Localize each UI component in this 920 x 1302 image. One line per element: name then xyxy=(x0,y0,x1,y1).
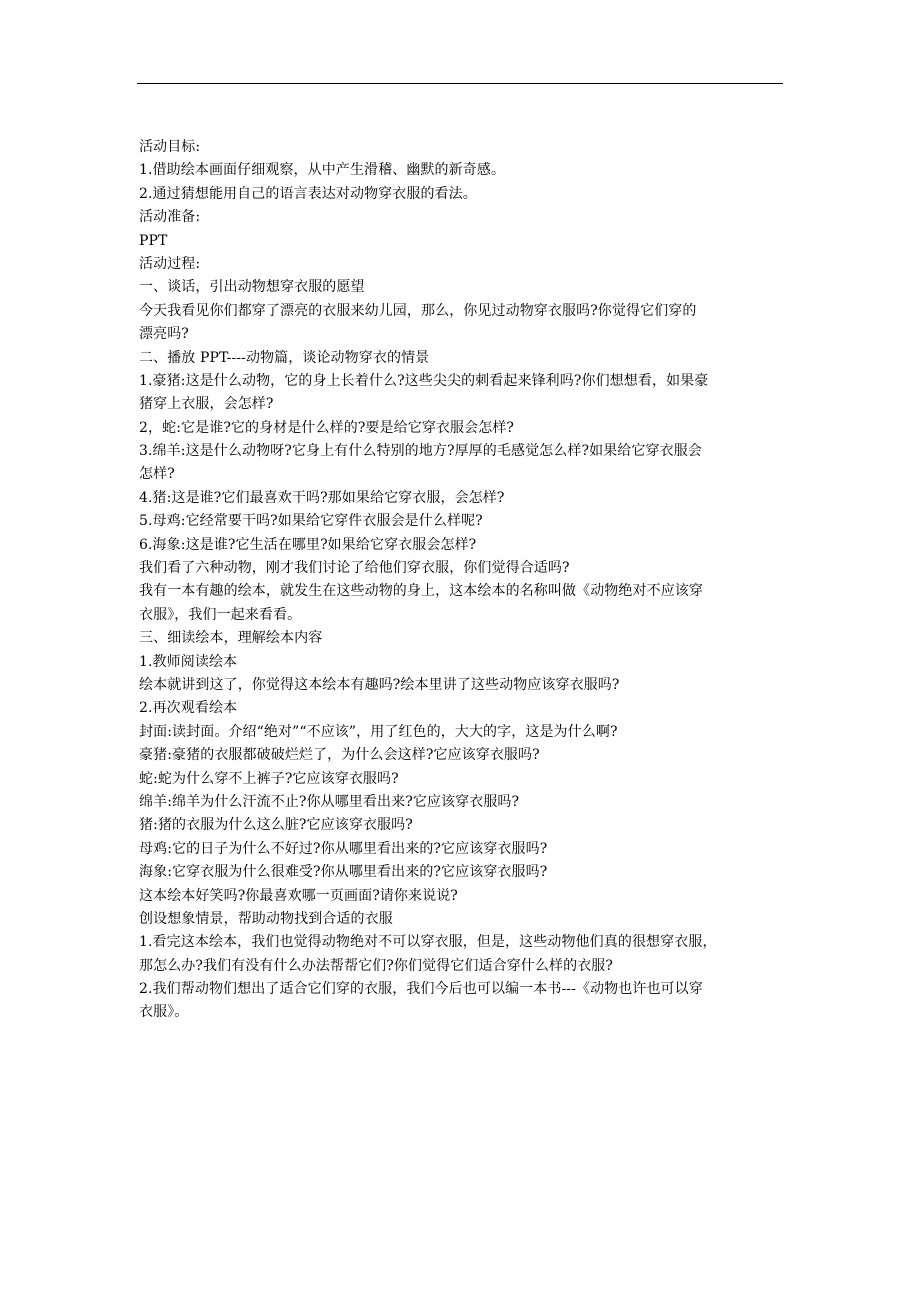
text-line: 衣服》。 xyxy=(139,1004,189,1021)
document-body xyxy=(139,136,787,1025)
text-line: 5.母鸡:它经常要干吗?如果给它穿件衣服会是什么样呢? xyxy=(139,513,483,530)
header-rule xyxy=(137,83,783,84)
text-line: 我有一本有趣的绘本，就发生在这些动物的身上，这本绘本的名称叫做《动物绝对不应该穿 xyxy=(139,583,703,600)
text-line: 母鸡:它的日子为什么不好过?你从哪里看出来的?它应该穿衣服吗? xyxy=(139,840,548,857)
text-line: 二、播放 PPT----动物篇，谈论动物穿衣的情景 xyxy=(139,349,430,366)
text-line: 1.豪猪:这是什么动物，它的身上长着什么?这些尖尖的刺看起来锋利吗?你们想想看，如果豪 xyxy=(139,372,709,389)
text-line: 2，蛇:它是谁?它的身材是什么样的?要是给它穿衣服会怎样? xyxy=(139,419,515,436)
text-line: 豪猪:豪猪的衣服都破破烂烂了，为什么会这样?它应该穿衣服吗? xyxy=(139,747,540,764)
text-line: 海象:它穿衣服为什么很难受?你从哪里看出来的?它应该穿衣服吗? xyxy=(139,864,548,881)
text-line: 绘本就讲到这了，你觉得这本绘本有趣吗?绘本里讲了这些动物应该穿衣服吗? xyxy=(139,676,620,693)
text-line: 活动过程: xyxy=(139,255,201,272)
text-line: 今天我看见你们都穿了漂亮的衣服来幼儿园，那么，你见过动物穿衣服吗?你觉得它们穿的 xyxy=(139,302,697,319)
text-line: 一、谈话，引出动物想穿衣服的愿望 xyxy=(139,279,365,296)
text-line: 活动目标: xyxy=(139,139,201,155)
text-line: 绵羊:绵羊为什么汗流不止?你从哪里看出来?它应该穿衣服吗? xyxy=(139,793,520,810)
text-line: 2.通过猜想能用自己的语言表达对动物穿衣服的看法。 xyxy=(139,185,477,202)
text-line: 猪:猪的衣服为什么这么脏?它应该穿衣服吗? xyxy=(139,817,413,834)
text-line: 4.猪:这是谁?它们最喜欢干吗?那如果给它穿衣服，会怎样? xyxy=(139,489,505,506)
text-line: 6.海象:这是谁?它生活在哪里?如果给它穿衣服会怎样? xyxy=(139,536,477,553)
text-line: 漂亮吗? xyxy=(139,326,189,343)
text-line: 三、细读绘本，理解绘本内容 xyxy=(139,630,323,647)
text-line: 我们看了六种动物，刚才我们讨论了给他们穿衣服，你们觉得合适吗? xyxy=(139,560,570,577)
text-line: 衣服》，我们一起来看看。 xyxy=(139,606,302,623)
text-line: 1.看完这本绘本，我们也觉得动物绝对不可以穿衣服，但是，这些动物他们真的很想穿衣服， xyxy=(139,934,717,951)
text-line: 活动准备: xyxy=(139,209,201,226)
text-line: PPT xyxy=(139,232,168,249)
text-line: 这本绘本好笑吗?你最喜欢哪一页画面?请你来说说? xyxy=(139,887,458,904)
text-line: 3.绵羊:这是什么动物呀?它身上有什么特别的地方?厚厚的毛感觉怎么样?如果给它穿衣服会 xyxy=(139,443,702,460)
text-line: 1.教师阅读绘本 xyxy=(139,653,238,670)
text-line: 创设想象情景，帮助动物找到合适的衣服 xyxy=(139,910,393,927)
text-line: 怎样? xyxy=(139,466,175,483)
text-line: 猪穿上衣服，会怎样? xyxy=(139,396,274,413)
text-line: 封面:读封面。介绍“绝对”“不应该”，用了红色的，大大的字，这是为什么啊? xyxy=(139,723,618,740)
text-line: 1.借助绘本画面仔细观察，从中产生滑稽、幽默的新奇感。 xyxy=(139,162,506,179)
text-line: 2.再次观看绘本 xyxy=(139,700,238,717)
text-line: 2.我们帮动物们想出了适合它们穿的衣服，我们今后也可以编一本书---《动物也许也可以穿 xyxy=(139,981,703,998)
text-line: 那怎么办?我们有没有什么办法帮帮它们?你们觉得它们适合穿什么样的衣服? xyxy=(139,957,614,974)
text-line: 蛇:蛇为什么穿不上裤子?它应该穿衣服吗? xyxy=(139,770,399,787)
